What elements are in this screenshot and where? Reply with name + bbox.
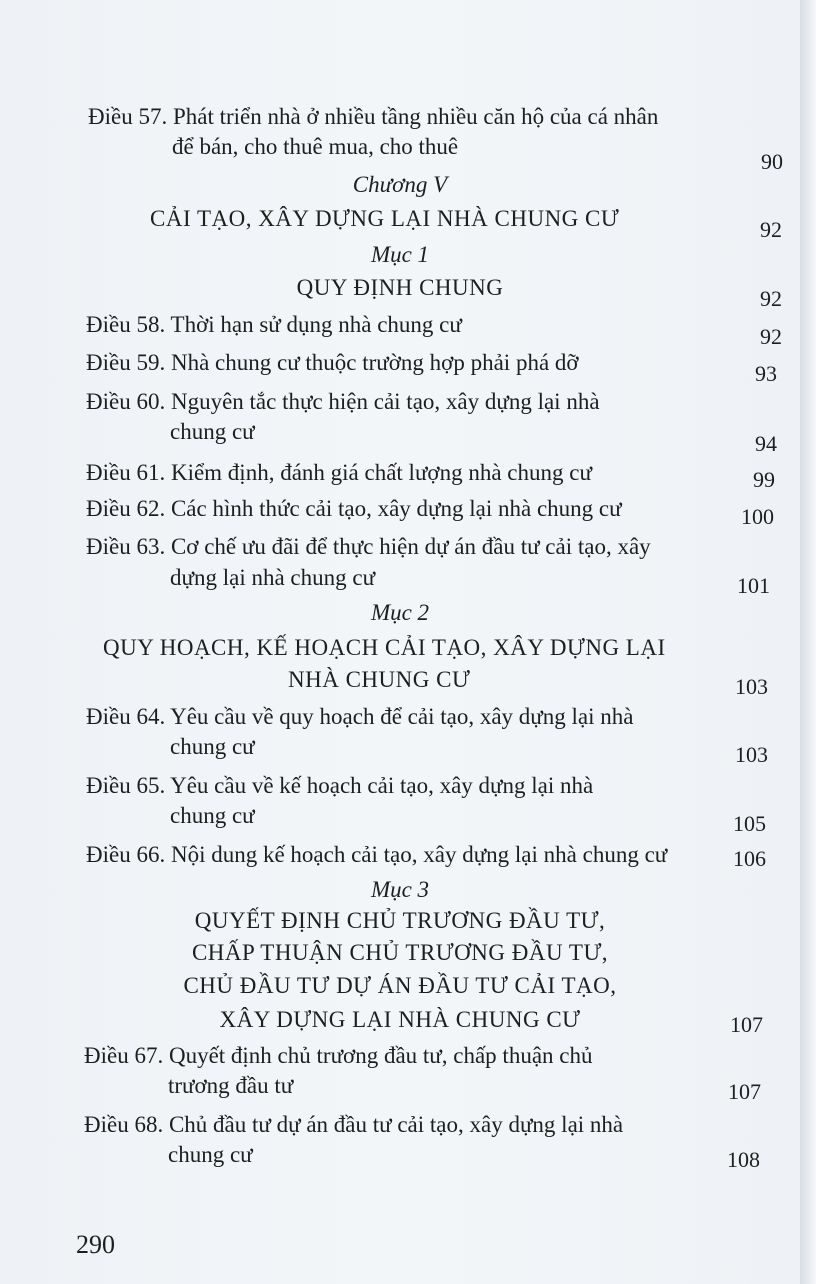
toc-page-muc-3: 107	[730, 1012, 763, 1037]
toc-entry-dieu-60-line1: Điều 60. Nguyên tắc thực hiện cải tạo, xây dựng lại nhà	[86, 389, 600, 414]
toc-page-dieu-60: 94	[755, 431, 777, 456]
page-edge	[800, 0, 816, 1284]
toc-page-dieu-68: 108	[727, 1147, 760, 1172]
toc-entry-dieu-63-line1: Điều 63. Cơ chế ưu đãi để thực hiện dự án đầu tư cải tạo, xây	[86, 534, 651, 559]
page-number: 290	[76, 1230, 115, 1259]
toc-page-dieu-63: 101	[737, 573, 770, 598]
chapter-label: Chương V	[352, 172, 448, 197]
toc-entry-dieu-62: Điều 62. Các hình thức cải tạo, xây dựng lại nhà chung cư	[86, 496, 622, 521]
toc-page-muc-2: 103	[735, 674, 768, 699]
toc-entry-dieu-58: Điều 58. Thời hạn sử dụng nhà chung cư	[86, 312, 462, 337]
toc-page-dieu-61: 99	[753, 467, 775, 492]
toc-page-muc-1: 92	[760, 286, 782, 311]
toc-page-dieu-65: 105	[733, 811, 766, 836]
toc-entry-dieu-68-line1: Điều 68. Chủ đầu tư dự án đầu tư cải tạo, xây dựng lại nhà	[84, 1112, 624, 1137]
toc-entry-dieu-68-line2: chung cư	[168, 1142, 253, 1167]
toc-entry-dieu-57-line2: để bán, cho thuê mua, cho thuê	[172, 134, 459, 159]
toc-entry-dieu-66: Điều 66. Nội dung kế hoạch cải tạo, xây dựng lại nhà chung cư	[86, 842, 668, 867]
toc-entry-dieu-67-line1: Điều 67. Quyết định chủ trương đầu tư, chấp thuận chủ	[84, 1043, 593, 1068]
toc-entry-dieu-65-line2: chung cư	[170, 803, 255, 828]
section-label-muc-3: Mục 3	[370, 877, 430, 902]
section-label-muc-1: Mục 1	[370, 242, 430, 267]
section-title-muc-3-line3: CHỦ ĐẦU TƯ DỰ ÁN ĐẦU TƯ CẢI TẠO,	[183, 973, 617, 998]
toc-entry-dieu-59: Điều 59. Nhà chung cư thuộc trường hợp phải phá dỡ	[86, 350, 579, 375]
toc-entry-dieu-61: Điều 61. Kiểm định, đánh giá chất lượng nhà chung cư	[86, 460, 592, 485]
section-title-muc-2-line2: NHÀ CHUNG CƯ	[288, 667, 471, 692]
toc-page-dieu-62: 100	[741, 504, 774, 529]
toc-entry-dieu-64-line1: Điều 64. Yêu cầu về quy hoạch để cải tạo, xây dựng lại nhà	[86, 704, 634, 729]
section-label-muc-2: Mục 2	[370, 600, 430, 625]
toc-entry-dieu-63-line2: dựng lại nhà chung cư	[170, 565, 376, 590]
toc-entry-dieu-67-line2: trương đầu tư	[168, 1073, 294, 1098]
toc-page-dieu-57: 90	[761, 149, 783, 174]
chapter-title: CẢI TẠO, XÂY DỰNG LẠI NHÀ CHUNG CƯ	[150, 206, 620, 231]
toc-entry-dieu-57-line1: Điều 57. Phát triển nhà ở nhiều tầng nhiều căn hộ của cá nhân	[88, 104, 659, 129]
section-title-muc-3-line1: QUYẾT ĐỊNH CHỦ TRƯƠNG ĐẦU TƯ,	[194, 908, 606, 933]
section-title-muc-1: QUY ĐỊNH CHUNG	[296, 275, 504, 300]
toc-page-dieu-58: 92	[760, 324, 782, 349]
toc-page-dieu-59: 93	[755, 361, 777, 386]
toc-page-dieu-67: 107	[728, 1079, 761, 1104]
toc-page-chapter-5: 92	[760, 217, 782, 242]
toc-page-dieu-64: 103	[735, 742, 768, 767]
toc-entry-dieu-64-line2: chung cư	[170, 734, 255, 759]
toc-entry-dieu-65-line1: Điều 65. Yêu cầu về kế hoạch cải tạo, xây dựng lại nhà	[86, 773, 594, 798]
toc-entry-dieu-60-line2: chung cư	[170, 419, 255, 444]
toc-page-dieu-66: 106	[733, 846, 766, 871]
section-title-muc-3-line4: XÂY DỰNG LẠI NHÀ CHUNG CƯ	[219, 1007, 581, 1032]
section-title-muc-3-line2: CHẤP THUẬN CHỦ TRƯƠNG ĐẦU TƯ,	[191, 940, 609, 965]
section-title-muc-2-line1: QUY HOẠCH, KẾ HOẠCH CẢI TẠO, XÂY DỰNG LẠI	[103, 635, 666, 660]
